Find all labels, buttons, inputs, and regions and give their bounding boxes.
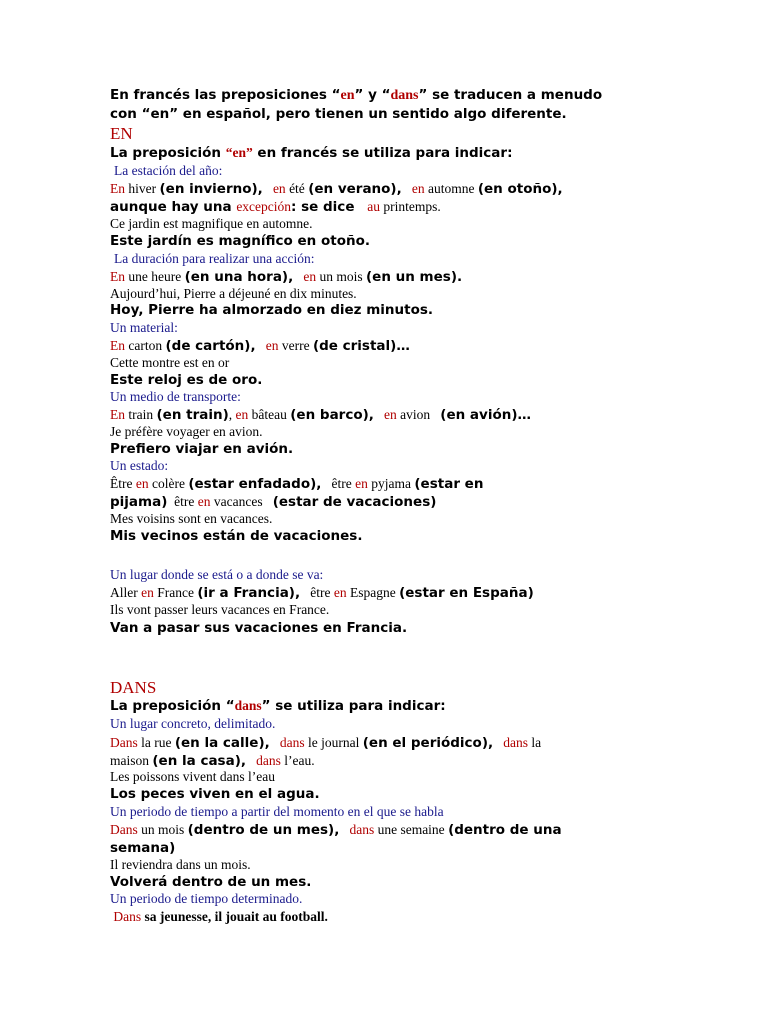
preposition-highlight: en [235,407,249,422]
french-text: un mois [316,269,366,284]
period-from-now-examples-2 [110,839,175,857]
season-examples-2 [110,198,441,216]
duration-fr: Aujourd’hui, Pierre a déjeuné en dix minutes. [110,286,357,301]
french-text: verre [278,338,313,353]
spanish-translation: (en una hora), [184,269,294,285]
intro-line-2: con “en” en español, pero tienen un sentido algo diferente. [110,106,567,122]
place-dans-fr: Les poissons vivent dans l’eau [110,769,275,784]
french-text: Être [110,476,136,491]
place-en-es: Van a pasar sus vacaciones en Francia. [110,620,408,636]
preposition-highlight: excepción [236,199,292,214]
spanish-translation: (en barco), [290,407,374,423]
preposition-highlight: Dans [110,822,138,837]
period-from-now-es: Volverá dentro de un mes. [110,874,312,890]
spanish-translation: (ir a Francia), [197,585,301,601]
preposition-highlight: en [401,181,425,196]
french-text: Espagne [346,585,400,600]
spanish-translation: (de cristal)… [312,338,410,354]
spanish-translation: (en la casa), [152,753,247,769]
french-text: avion [396,407,441,422]
place-en-examples [110,584,534,602]
spanish-translation: : se dice [291,199,364,215]
preposition-highlight: en [262,181,286,196]
spanish-translation: (en verano), [308,181,402,197]
material-fr: Cette montre est en or [110,355,230,370]
spanish-translation: (en avión)… [440,407,532,423]
preposition-highlight: au [363,199,380,214]
label-transport: Un medio de transporte: [110,389,241,404]
french-text: être [167,494,198,509]
inline-dans: dans [390,88,419,103]
spanish-translation: (en train) [156,407,229,423]
en-intro: La preposición “en” en francés se utiliza para indicar: [110,145,513,161]
french-text: , [228,407,236,422]
preposition-highlight: Dans [110,909,142,924]
spanish-translation: (en el periódico), [362,735,494,751]
label-period-from-now: Un periodo de tiempo a partir del momento en el que se habla [110,804,444,819]
french-text: carton [125,338,166,353]
label-season: La estación del año: [114,163,223,178]
season-examples-1 [110,180,563,198]
season-es: Este jardín es magnífico en otoño. [110,233,371,249]
period-fixed-example [110,908,328,926]
spanish-translation: (estar en España) [399,585,534,601]
label-state: Un estado: [110,458,169,473]
french-text: une semaine [374,822,449,837]
preposition-highlight: en [333,585,347,600]
preposition-highlight: en [141,585,154,600]
preposition-highlight: dans [339,822,375,837]
state-examples-1 [110,475,483,493]
season-fr: Ce jardin est magnifique en automne. [110,216,313,231]
french-text: maison [110,753,153,768]
spanish-translation: aunque hay una [110,199,237,215]
spanish-translation: (en otoño), [477,181,563,197]
preposition-highlight: dans [246,753,281,768]
spanish-translation: (estar enfadado), [188,476,322,492]
place-dans-examples-2 [110,752,315,770]
label-duration: La duración para realizar una acción: [114,251,315,266]
french-text: être [321,476,356,491]
state-fr: Mes voisins sont en vacances. [110,511,273,526]
place-dans-examples-1 [110,734,541,752]
french-text: la rue [137,735,175,750]
french-text: automne [424,181,478,196]
label-place-dans: Un lugar concreto, delimitado. [110,716,276,731]
french-text: pyjama [367,476,415,491]
transport-fr: Je préfère voyager en avion. [110,424,263,439]
spanish-translation: (estar en [414,476,484,492]
period-from-now-fr: Il reviendra dans un mois. [110,857,251,872]
section-heading-en: EN [110,124,133,143]
transport-es: Prefiero viajar en avión. [110,441,294,457]
preposition-highlight: En [110,269,125,284]
spanish-translation: (de cartón), [165,338,256,354]
preposition-highlight: en [355,476,368,491]
french-text: la [528,735,542,750]
duration-es: Hoy, Pierre ha almorzado en diez minutos. [110,302,434,318]
spanish-translation: (en la calle), [174,735,270,751]
place-dans-es: Los peces viven en el agua. [110,786,320,802]
preposition-highlight: en [293,269,317,284]
dans-intro: La preposición “dans” se utiliza para indicar: [110,698,446,714]
preposition-highlight: En [110,181,125,196]
french-text: une heure [125,269,185,284]
preposition-highlight: en [197,494,211,509]
french-text: Aller [110,585,142,600]
material-examples [110,337,410,355]
french-text: le journal [304,735,363,750]
french-text: un mois [137,822,188,837]
transport-examples [110,406,531,424]
spanish-translation: (en un mes). [366,269,463,285]
label-material: Un material: [110,320,178,335]
preposition-highlight: Dans [110,735,138,750]
spanish-translation: (estar de vacaciones) [272,494,437,510]
preposition-highlight: En [110,338,125,353]
french-text: France [153,585,198,600]
duration-examples [110,268,462,286]
state-examples-2 [110,493,436,511]
section-heading-dans: DANS [110,678,157,697]
preposition-highlight: en [135,476,149,491]
spanish-translation: (dentro de una [448,822,562,838]
spanish-translation: semana) [110,840,176,856]
french-text: colère [148,476,189,491]
preposition-highlight: en [373,407,397,422]
period-from-now-examples-1 [110,821,562,839]
label-period-fixed: Un periodo de tiempo determinado. [110,891,303,906]
spanish-translation: (en invierno), [159,181,263,197]
place-en-fr: Ils vont passer leurs vacances en France. [110,602,330,617]
french-text: bâteau [248,407,291,422]
preposition-highlight: dans [269,735,305,750]
french-text: printemps. [380,199,441,214]
french-text: sa jeunesse, il jouait au football. [141,909,328,924]
inline-en: en [340,88,355,103]
label-place-en: Un lugar donde se está o a donde se va: [110,567,324,582]
french-text: train [125,407,157,422]
french-text: hiver [125,181,160,196]
intro-line-1: En francés las preposiciones “en” y “dans” se traducen a menudo [110,87,603,103]
french-text: vacances [210,494,273,509]
french-text: être [300,585,334,600]
preposition-highlight: En [110,407,125,422]
french-text: l’eau. [280,753,315,768]
spanish-translation: pijama) [110,494,168,510]
preposition-highlight: en [255,338,279,353]
material-es: Este reloj es de oro. [110,372,263,388]
french-text: été [285,181,309,196]
preposition-highlight: dans [493,735,528,750]
state-es: Mis vecinos están de vacaciones. [110,528,363,544]
spanish-translation: (dentro de un mes), [187,822,340,838]
